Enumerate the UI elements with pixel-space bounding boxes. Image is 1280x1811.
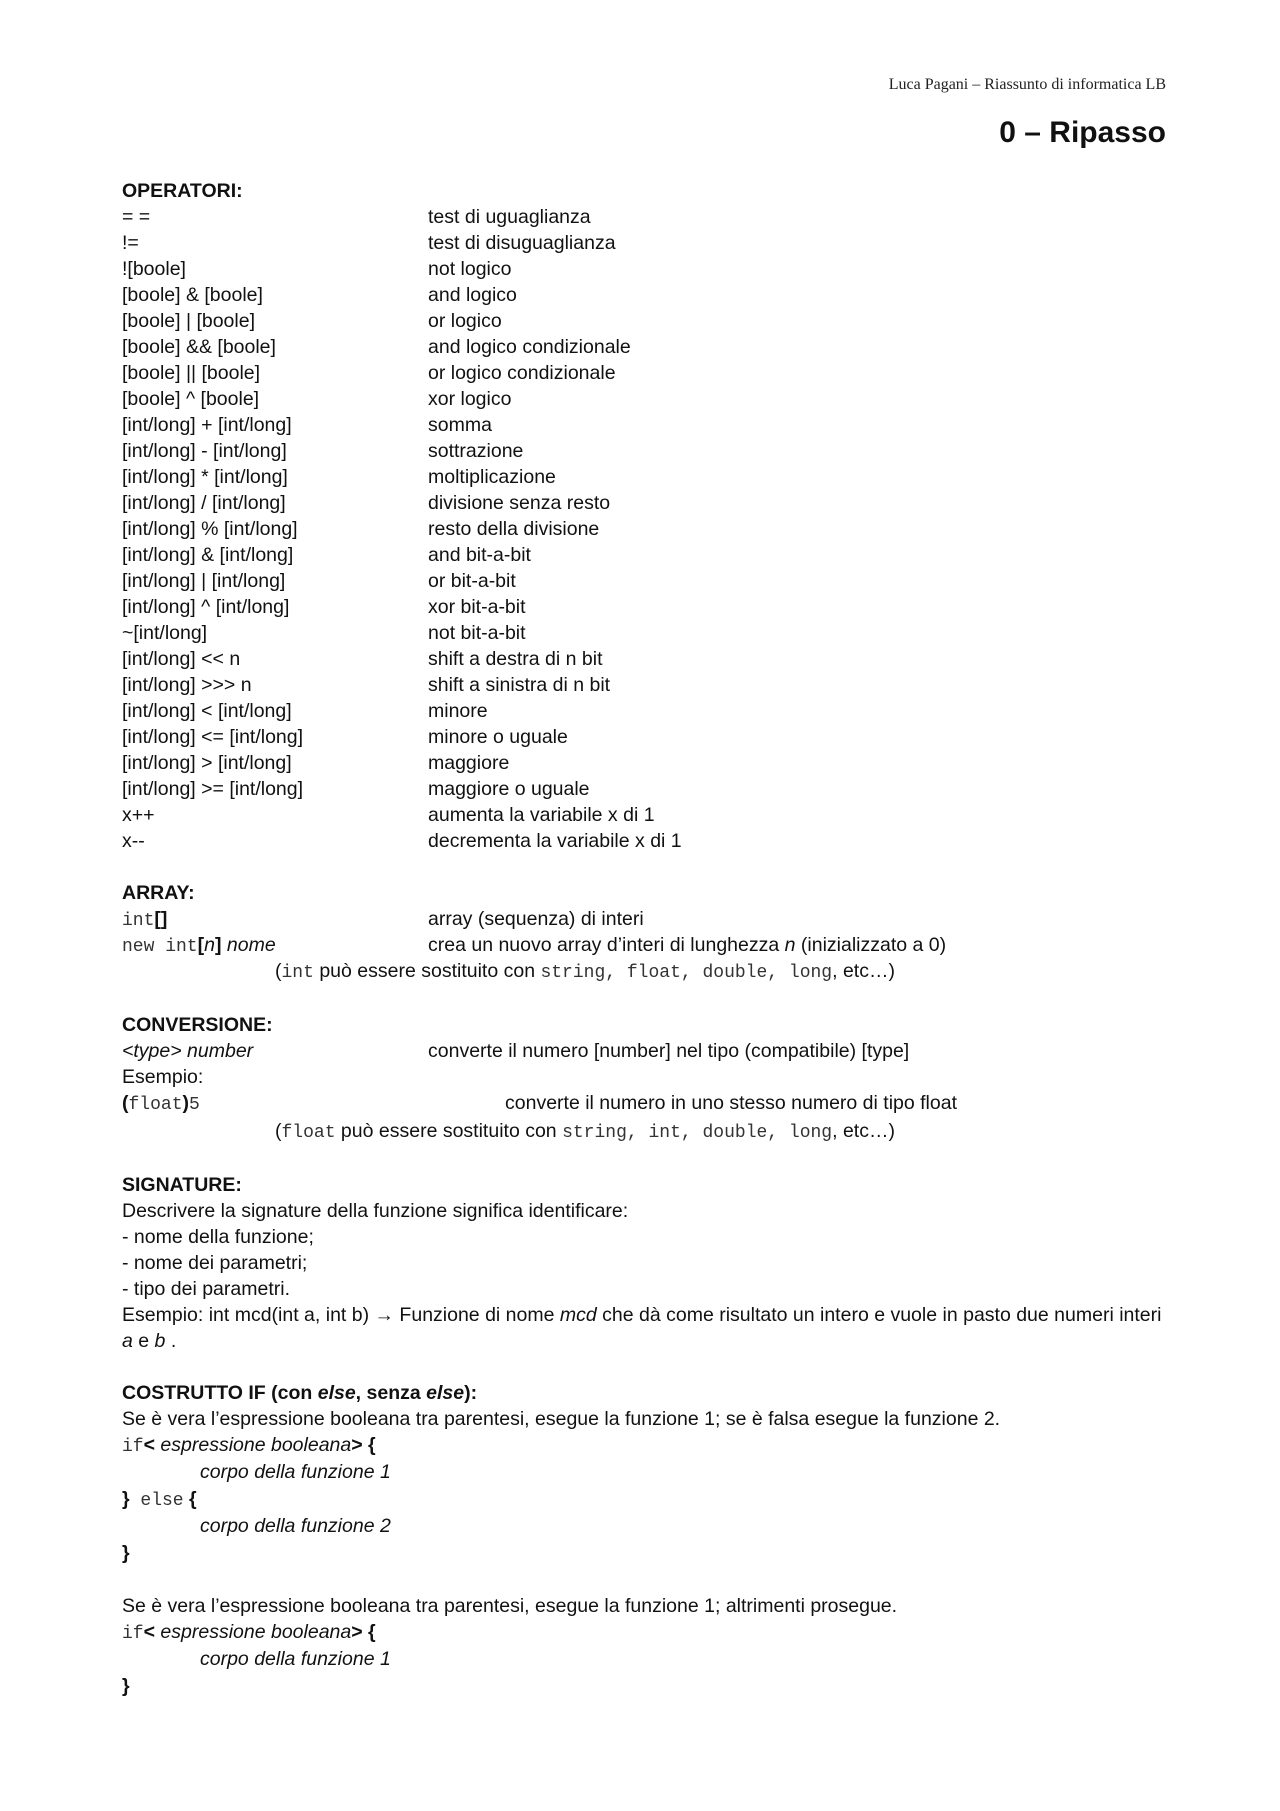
operator-syntax: != <box>122 232 139 254</box>
operator-description: minore <box>428 700 488 722</box>
operator-syntax: [int/long] >= [int/long] <box>122 778 304 800</box>
operator-description: xor logico <box>428 388 512 410</box>
operator-description: resto della divisione <box>428 518 600 540</box>
if-else-line: } else { <box>122 1488 197 1511</box>
operator-row <box>122 308 1168 334</box>
operator-row <box>122 438 1168 464</box>
operator-description: sottrazione <box>428 440 524 462</box>
operator-row <box>122 594 1168 620</box>
array-row-2-desc: crea un nuovo array d’interi di lunghezza n (inizializzato a 0) <box>428 934 947 956</box>
array-note: (int può essere sostituito con string, float, double, long, etc…) <box>275 960 895 983</box>
operator-syntax: [int/long] & [int/long] <box>122 544 294 566</box>
if-body-2: corpo della funzione 2 <box>200 1515 391 1537</box>
arrow-icon: → <box>374 1304 395 1326</box>
if2-body: corpo della funzione 1 <box>200 1648 391 1670</box>
operator-row <box>122 620 1168 646</box>
array-row-2: new int[n] nome crea un nuovo array d’interi di lunghezza n (inizializzato a 0) <box>122 934 947 957</box>
conversione-note: (float può essere sostituito con string, int, double, long, etc…) <box>275 1120 895 1143</box>
operator-description: aumenta la variabile x di 1 <box>428 804 655 826</box>
signature-example: Esempio: int mcd(int a, int b) → Funzione di nome mcd che dà come risultato un intero e vuole in pasto due numeri interi a e b . <box>122 1304 1162 1352</box>
page-title: 0 – Ripasso <box>999 116 1166 149</box>
operator-description: or logico condizionale <box>428 362 616 384</box>
operator-row <box>122 802 1168 828</box>
operator-description: divisione senza resto <box>428 492 611 514</box>
operator-row <box>122 698 1168 724</box>
conversione-row-1: <type> number converte il numero [number] nel tipo (compatibile) [type] <box>122 1040 910 1062</box>
operator-row <box>122 334 1168 360</box>
operator-syntax: ![boole] <box>122 258 186 280</box>
array-int-code: int <box>122 911 155 931</box>
if-code-line-1: if< espressione booleana> { <box>122 1434 376 1457</box>
operator-description: maggiore <box>428 752 510 774</box>
if-desc-1: Se è vera l’espressione booleana tra parentesi, esegue la funzione 1; se è falsa esegue la funzione 2. <box>122 1408 1001 1430</box>
operator-syntax: [int/long] ^ [int/long] <box>122 596 290 618</box>
operator-description: test di disuguaglianza <box>428 232 616 254</box>
operator-row <box>122 464 1168 490</box>
operator-row <box>122 568 1168 594</box>
operator-syntax: x-- <box>122 830 145 852</box>
signature-heading: SIGNATURE: <box>122 1174 242 1196</box>
signature-line-1: Descrivere la signature della funzione significa identificare: <box>122 1200 629 1222</box>
operator-syntax: [int/long] * [int/long] <box>122 466 288 488</box>
operator-row <box>122 672 1168 698</box>
operator-syntax: [int/long] > [int/long] <box>122 752 292 774</box>
operator-description: decrementa la variabile x di 1 <box>428 830 682 852</box>
operator-syntax: [int/long] <= [int/long] <box>122 726 304 748</box>
operator-syntax: [int/long] - [int/long] <box>122 440 287 462</box>
operator-row <box>122 542 1168 568</box>
operator-row <box>122 750 1168 776</box>
operator-syntax: x++ <box>122 804 155 826</box>
operator-description: and logico <box>428 284 517 306</box>
operator-description: shift a sinistra di n bit <box>428 674 611 696</box>
operator-syntax: [int/long] >>> n <box>122 674 252 696</box>
operator-syntax: = = <box>122 206 151 228</box>
operator-row <box>122 386 1168 412</box>
operator-description: not bit-a-bit <box>428 622 526 644</box>
operator-syntax: [int/long] + [int/long] <box>122 414 292 436</box>
signature-line-2: - nome della funzione; <box>122 1226 314 1248</box>
array-heading: ARRAY: <box>122 882 195 904</box>
operator-syntax: [boole] && [boole] <box>122 336 276 358</box>
operator-syntax: [boole] | [boole] <box>122 310 255 332</box>
operator-row <box>122 204 1168 230</box>
signature-line-3: - nome dei parametri; <box>122 1252 308 1274</box>
operator-row <box>122 828 1168 854</box>
operator-row <box>122 516 1168 542</box>
operator-description: minore o uguale <box>428 726 568 748</box>
operator-description: shift a destra di n bit <box>428 648 603 670</box>
conversione-example: (float)5 converte il numero in uno stesso numero di tipo float <box>122 1092 957 1115</box>
operator-row <box>122 490 1168 516</box>
operator-row <box>122 360 1168 386</box>
running-head: Luca Pagani – Riassunto di informatica LB <box>888 76 1166 93</box>
operator-row <box>122 230 1168 256</box>
operator-row <box>122 282 1168 308</box>
array-row-1: int[] array (sequenza) di interi <box>122 908 644 931</box>
operator-syntax: [int/long] % [int/long] <box>122 518 298 540</box>
operator-row <box>122 256 1168 282</box>
if2-code-line-1: if< espressione booleana> { <box>122 1621 376 1644</box>
operator-syntax: [boole] ^ [boole] <box>122 388 260 410</box>
operator-syntax: [int/long] < [int/long] <box>122 700 292 722</box>
operator-syntax: [boole] || [boole] <box>122 362 261 384</box>
operator-description: test di uguaglianza <box>428 206 591 228</box>
operator-row <box>122 724 1168 750</box>
operator-syntax: [int/long] | [int/long] <box>122 570 286 592</box>
operatori-table <box>122 204 1168 854</box>
conversione-esempio-label: Esempio: <box>122 1066 204 1088</box>
if-heading: COSTRUTTO IF (con else, senza else): <box>122 1382 478 1404</box>
if-body-1: corpo della funzione 1 <box>200 1461 391 1483</box>
operator-syntax: [int/long] / [int/long] <box>122 492 286 514</box>
signature-line-4: - tipo dei parametri. <box>122 1278 290 1300</box>
operator-syntax: ~[int/long] <box>122 622 208 644</box>
operator-row <box>122 646 1168 672</box>
operator-description: maggiore o uguale <box>428 778 590 800</box>
operator-description: and bit-a-bit <box>428 544 531 566</box>
operator-description: somma <box>428 414 492 436</box>
operator-description: and logico condizionale <box>428 336 631 358</box>
operator-description: moltiplicazione <box>428 466 556 488</box>
conversione-heading: CONVERSIONE: <box>122 1014 273 1036</box>
if2-close: } <box>122 1675 130 1697</box>
operatori-heading: OPERATORI: <box>122 180 243 202</box>
document-body <box>122 178 1168 1700</box>
operator-description: not logico <box>428 258 512 280</box>
operator-syntax: [int/long] << n <box>122 648 241 670</box>
array-row-1-desc: array (sequenza) di interi <box>428 908 644 930</box>
if-desc-2: Se è vera l’espressione booleana tra parentesi, esegue la funzione 1; altrimenti prosegue. <box>122 1595 898 1617</box>
operator-syntax: [boole] & [boole] <box>122 284 263 306</box>
operator-description: or logico <box>428 310 502 332</box>
operator-description: or bit-a-bit <box>428 570 516 592</box>
if-close: } <box>122 1542 130 1564</box>
operator-row <box>122 412 1168 438</box>
operator-description: xor bit-a-bit <box>428 596 526 618</box>
operator-row <box>122 776 1168 802</box>
